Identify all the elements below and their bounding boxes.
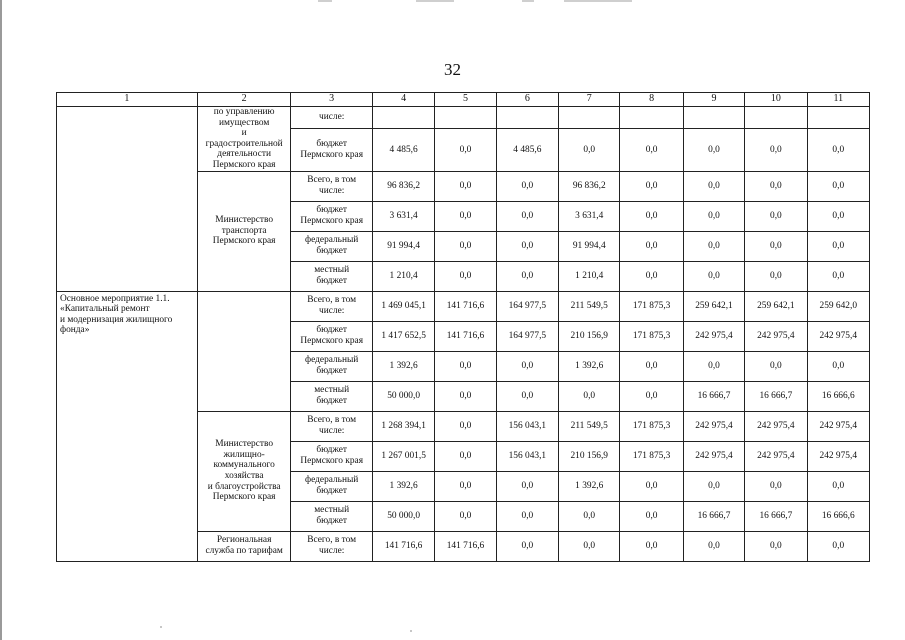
executor-name-cell: Региональная служба по тарифам: [197, 531, 291, 561]
amount-cell: 91 994,4: [559, 231, 620, 261]
amount-cell: 164 977,5: [496, 321, 558, 351]
funding-source-cell: федеральный бюджет: [291, 231, 373, 261]
amount-cell: 0,0: [559, 531, 620, 561]
amount-cell: 242 975,4: [807, 441, 869, 471]
funding-source-cell: федеральный бюджет: [291, 351, 373, 381]
amount-cell: 0,0: [745, 231, 807, 261]
amount-cell: 242 975,4: [745, 411, 807, 441]
amount-cell: 0,0: [745, 201, 807, 231]
amount-cell: 16 666,7: [683, 501, 744, 531]
amount-cell: 242 975,4: [683, 321, 744, 351]
amount-cell: 16 666,6: [807, 381, 869, 411]
amount-cell: 242 975,4: [683, 441, 744, 471]
amount-cell: 1 267 001,5: [372, 441, 434, 471]
amount-cell: 0,0: [496, 351, 558, 381]
amount-cell: 0,0: [496, 501, 558, 531]
amount-cell: 16 666,7: [745, 501, 807, 531]
amount-cell: 0,0: [745, 171, 807, 201]
column-number-header: 2: [197, 93, 291, 107]
amount-cell: 141 716,6: [372, 531, 434, 561]
amount-cell: 16 666,7: [745, 381, 807, 411]
amount-cell: 141 716,6: [435, 291, 496, 321]
scan-artifact: [522, 0, 534, 2]
amount-cell: 0,0: [620, 501, 683, 531]
amount-cell: 1 392,6: [372, 471, 434, 501]
amount-cell: 0,0: [683, 171, 744, 201]
amount-cell: 1 268 394,1: [372, 411, 434, 441]
amount-cell: 0,0: [435, 471, 496, 501]
amount-cell: 0,0: [435, 411, 496, 441]
amount-cell: 4 485,6: [372, 129, 434, 171]
amount-cell: 1 417 652,5: [372, 321, 434, 351]
funding-source-cell: бюджет Пермского края: [291, 321, 373, 351]
funding-source-cell: Всего, в том числе:: [291, 411, 373, 441]
amount-cell: 50 000,0: [372, 501, 434, 531]
amount-cell: 0,0: [807, 261, 869, 291]
amount-cell: 0,0: [620, 351, 683, 381]
amount-cell: [435, 107, 496, 129]
amount-cell: 0,0: [745, 129, 807, 171]
amount-cell: 0,0: [496, 171, 558, 201]
scan-artifact: [564, 0, 632, 2]
amount-cell: 210 156,9: [559, 441, 620, 471]
amount-cell: 0,0: [620, 231, 683, 261]
amount-cell: 0,0: [496, 231, 558, 261]
column-number-header: 3: [291, 93, 373, 107]
amount-cell: 0,0: [745, 471, 807, 501]
amount-cell: 171 875,3: [620, 291, 683, 321]
amount-cell: 0,0: [683, 129, 744, 171]
funding-source-cell: Всего, в том числе:: [291, 171, 373, 201]
amount-cell: 0,0: [559, 129, 620, 171]
amount-cell: 259 642,0: [807, 291, 869, 321]
amount-cell: 0,0: [435, 201, 496, 231]
amount-cell: 16 666,6: [807, 501, 869, 531]
amount-cell: 0,0: [496, 201, 558, 231]
amount-cell: 0,0: [620, 381, 683, 411]
column-number-header: 8: [620, 93, 683, 107]
amount-cell: 3 631,4: [559, 201, 620, 231]
amount-cell: 0,0: [435, 231, 496, 261]
amount-cell: 0,0: [435, 129, 496, 171]
amount-cell: 0,0: [559, 381, 620, 411]
funding-source-cell: федеральный бюджет: [291, 471, 373, 501]
funding-source-cell: местный бюджет: [291, 261, 373, 291]
amount-cell: 0,0: [435, 501, 496, 531]
amount-cell: 0,0: [620, 261, 683, 291]
amount-cell: 0,0: [496, 531, 558, 561]
amount-cell: 259 642,1: [745, 291, 807, 321]
executor-name-cell: [197, 291, 291, 411]
amount-cell: 259 642,1: [683, 291, 744, 321]
column-number-header: 10: [745, 93, 807, 107]
column-number-header: 5: [435, 93, 496, 107]
page-left-border: [0, 0, 2, 640]
amount-cell: 0,0: [620, 129, 683, 171]
page-number: 32: [444, 60, 461, 79]
funding-table: [56, 92, 870, 562]
amount-cell: [372, 107, 434, 129]
amount-cell: 242 975,4: [807, 411, 869, 441]
event-title-cell: Основное мероприятие 1.1. «Капитальный ремонт и модернизация жилищного фонда»: [57, 291, 198, 561]
amount-cell: 242 975,4: [683, 411, 744, 441]
amount-cell: 1 210,4: [372, 261, 434, 291]
amount-cell: 242 975,4: [807, 321, 869, 351]
amount-cell: 0,0: [683, 531, 744, 561]
column-number-header: 4: [372, 93, 434, 107]
amount-cell: 0,0: [683, 351, 744, 381]
amount-cell: 0,0: [807, 171, 869, 201]
amount-cell: 0,0: [807, 351, 869, 381]
amount-cell: 0,0: [807, 201, 869, 231]
amount-cell: 0,0: [496, 471, 558, 501]
amount-cell: [745, 107, 807, 129]
scan-artifact: [318, 0, 332, 2]
column-number-header: 6: [496, 93, 558, 107]
amount-cell: 0,0: [435, 261, 496, 291]
amount-cell: 0,0: [683, 201, 744, 231]
column-number-header: 9: [683, 93, 744, 107]
amount-cell: 96 836,2: [559, 171, 620, 201]
amount-cell: 0,0: [559, 501, 620, 531]
table-row: [57, 291, 870, 321]
amount-cell: 16 666,7: [683, 381, 744, 411]
amount-cell: 0,0: [745, 351, 807, 381]
amount-cell: 156 043,1: [496, 441, 558, 471]
amount-cell: 0,0: [496, 381, 558, 411]
amount-cell: 242 975,4: [745, 321, 807, 351]
funding-source-cell: бюджет Пермского края: [291, 201, 373, 231]
executor-name-cell: Министерство транспорта Пермского края: [197, 171, 291, 291]
amount-cell: 0,0: [683, 261, 744, 291]
column-numbers-row: [57, 93, 870, 107]
amount-cell: 0,0: [620, 171, 683, 201]
amount-cell: 171 875,3: [620, 411, 683, 441]
amount-cell: 156 043,1: [496, 411, 558, 441]
funding-source-cell: местный бюджет: [291, 381, 373, 411]
amount-cell: [559, 107, 620, 129]
column-number-header: 11: [807, 93, 869, 107]
amount-cell: 0,0: [745, 531, 807, 561]
amount-cell: 1 392,6: [559, 471, 620, 501]
amount-cell: 211 549,5: [559, 291, 620, 321]
amount-cell: 0,0: [807, 471, 869, 501]
event-title-cell: [57, 107, 198, 292]
scan-artifact: [410, 630, 412, 632]
amount-cell: 210 156,9: [559, 321, 620, 351]
scan-artifact: [416, 0, 454, 2]
amount-cell: 0,0: [683, 471, 744, 501]
amount-cell: 0,0: [435, 441, 496, 471]
funding-source-cell: Всего, в том числе:: [291, 531, 373, 561]
amount-cell: 0,0: [620, 531, 683, 561]
amount-cell: [620, 107, 683, 129]
amount-cell: 0,0: [807, 231, 869, 261]
amount-cell: 0,0: [496, 261, 558, 291]
amount-cell: 211 549,5: [559, 411, 620, 441]
amount-cell: 0,0: [807, 129, 869, 171]
amount-cell: 1 210,4: [559, 261, 620, 291]
amount-cell: 1 392,6: [372, 351, 434, 381]
amount-cell: 4 485,6: [496, 129, 558, 171]
executor-name-cell: Министерство жилищно- коммунального хозяйства и благоустройства Пермского края: [197, 411, 291, 531]
amount-cell: 0,0: [683, 231, 744, 261]
amount-cell: 171 875,3: [620, 321, 683, 351]
amount-cell: [683, 107, 744, 129]
amount-cell: 0,0: [620, 201, 683, 231]
amount-cell: 141 716,6: [435, 531, 496, 561]
scan-artifact: [160, 626, 162, 628]
executor-name-cell: по управлению имуществом и градостроительной деятельности Пермского края: [197, 107, 291, 172]
column-number-header: 7: [559, 93, 620, 107]
funding-source-cell: Всего, в том числе:: [291, 291, 373, 321]
amount-cell: 50 000,0: [372, 381, 434, 411]
amount-cell: 1 469 045,1: [372, 291, 434, 321]
funding-source-cell: местный бюджет: [291, 501, 373, 531]
amount-cell: 3 631,4: [372, 201, 434, 231]
amount-cell: 0,0: [435, 381, 496, 411]
amount-cell: 0,0: [807, 531, 869, 561]
column-number-header: 1: [57, 93, 198, 107]
amount-cell: 0,0: [435, 351, 496, 381]
amount-cell: 242 975,4: [745, 441, 807, 471]
amount-cell: 164 977,5: [496, 291, 558, 321]
amount-cell: 0,0: [620, 471, 683, 501]
amount-cell: 91 994,4: [372, 231, 434, 261]
amount-cell: 171 875,3: [620, 441, 683, 471]
table-row: [57, 107, 870, 129]
amount-cell: 141 716,6: [435, 321, 496, 351]
funding-source-cell: бюджет Пермского края: [291, 441, 373, 471]
amount-cell: [807, 107, 869, 129]
amount-cell: 0,0: [745, 261, 807, 291]
funding-source-cell: бюджет Пермского края: [291, 129, 373, 171]
amount-cell: [496, 107, 558, 129]
funding-source-cell: числе:: [291, 107, 373, 129]
amount-cell: 96 836,2: [372, 171, 434, 201]
amount-cell: 1 392,6: [559, 351, 620, 381]
amount-cell: 0,0: [435, 171, 496, 201]
